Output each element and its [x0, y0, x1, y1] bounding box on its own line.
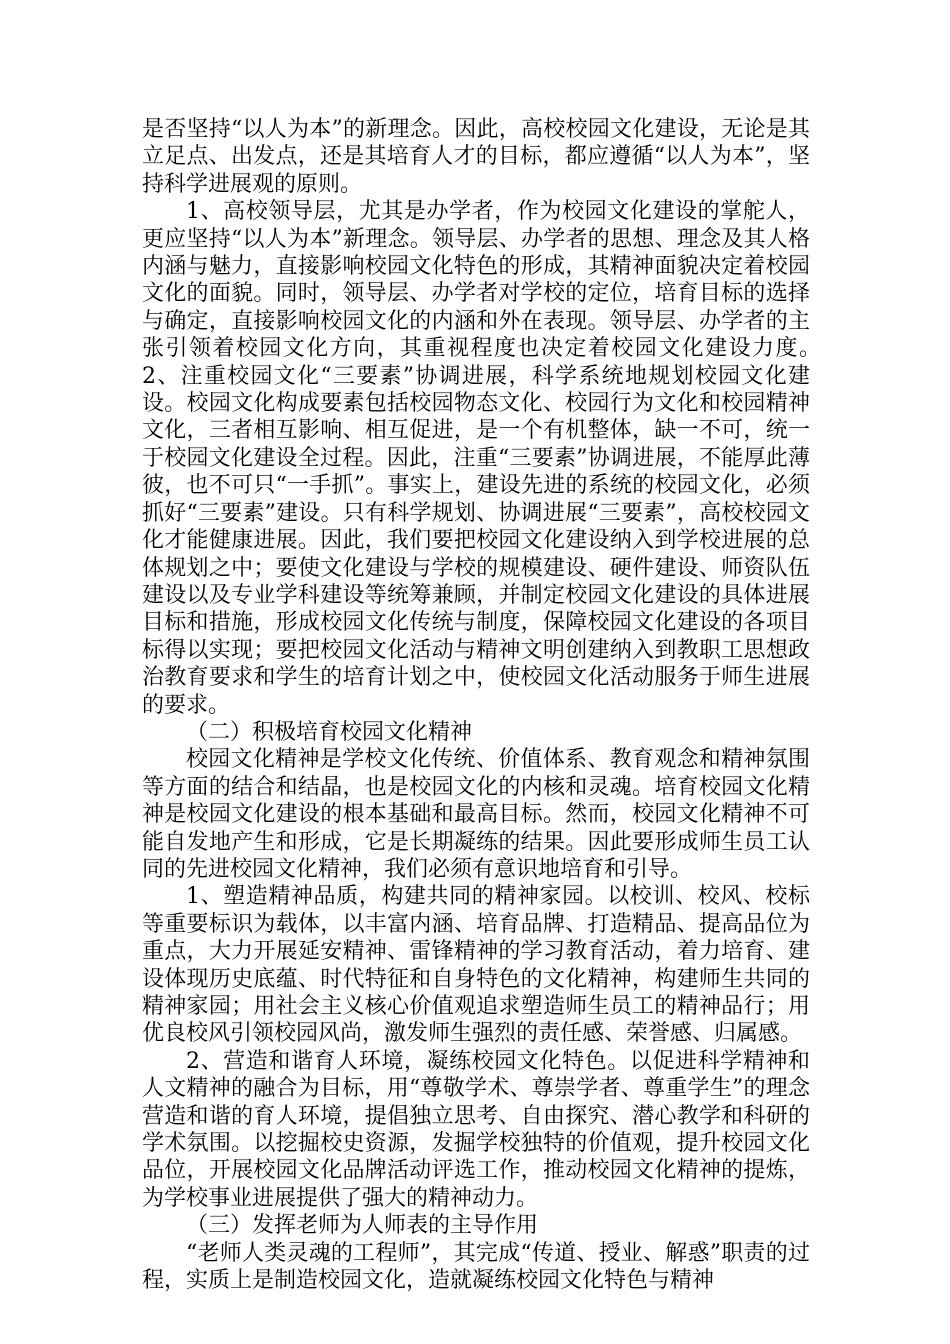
section-heading-teacher-role: （三）发挥老师为人师表的主导作用 — [186, 1213, 539, 1239]
paragraph-teacher-engineer: “老师人类灵魂的工程师”，其完成“传道、授业、解惑”职责的过程，实质上是制造校园文化，造就凝练校园文化特色与精神 — [142, 1240, 810, 1294]
document-body — [142, 116, 899, 1294]
paragraph-continuation: 是否坚持“以人为本”的新理念。因此，高校校园文化建设，无论是其立足点、出发点，还是其培育人才的目标，都应遵循“以人为本”，坚持科学进展观的原则。 — [142, 117, 810, 197]
paragraph-harmonious-environment: 2、营造和谐育人环境，凝练校园文化特色。以促进科学精神和人文精神的融合为目标，用“尊敬学术、尊崇学者、尊重学生”的理念营造和谐的育人环境，提倡独立思考、自由探究、潜心教学和科研的学术氛围。以挖掘校史资源，发掘学校独特的价值观，提升校园文化品位，开展校园文化品牌活动评选工作，推动校园文化精神的提炼，为学校事业进展提供了强大的精神动力。 — [142, 1048, 810, 1211]
paragraph-leadership-and-three-elements: 1、高校领导层，尤其是办学者，作为校园文化建设的掌舵人，更应坚持“以人为本”新理念。领导层、办学者的思想、理念及其人格内涵与魅力，直接影响校园文化特色的形成，其精神面貌决定着校园文化的面貌。同时，领导层、办学者对学校的定位，培育目标的选择与确定，直接影响校园文化的内涵和外在表现。领导层、办学者的主张引领着校园文化方向，其重视程度也决定着校园文化建设力度。 2、注重校园文化“三要素”协调进展，科学系统地规划校园文化建设。校园文化构成要素包括校园物态文化、校园行为文化和校园精神文化，三者相互影响、相互促进，是一个有机整体，缺一不可，统一于校园文化建设全过程。因此，注重“三要素”协调进展，不能厚此薄彼，也不可只“一手抓”。事实上，建设先进的系统的校园文化，必须抓好“三要素”建设。只有科学规划、协调进展“三要素”，高校校园文化才能健康进展。因此，我们要把校园文化建设纳入到学校进展的总体规划之中；要使文化建设与学校的规模建设、硬件建设、师资队伍建设以及专业学科建设等统筹兼顾，并制定校园文化建设的具体进展目标和措施，形成校园文化传统与制度，保障校园文化建设的各项目标得以实现；要把校园文化活动与精神文明创建纳入到教职工思想政治教育要求和学生的培育计划之中，使校园文化活动服务于师生进展的要求。 — [142, 199, 899, 718]
paragraph-shape-spiritual-quality: 1、塑造精神品质，构建共同的精神家园。以校训、校风、校标等重要标识为载体，以丰富内涵、培育品牌、打造精品、提高品位为重点，大力开展延安精神、雷锋精神的学习教育活动，着力培育、建设体现历史底蕴、时代特征和自身特色的文化精神，构建师生共同的精神家园；用社会主义核心价值观追求塑造师生员工的精神品行；用优良校风引领校园风尚，激发师生强烈的责任感、荣誉感、归属感。 — [142, 884, 810, 1047]
section-heading-cultivate-spirit: （二）积极培育校园文化精神 — [186, 719, 473, 745]
paragraph-campus-spirit-intro: 校园文化精神是学校文化传统、价值体系、教育观念和精神氛围等方面的结合和结晶，也是校园文化的内核和灵魂。培育校园文化精神是校园文化建设的根本基础和最高目标。然而，校园文化精神不可能自发地产生和形成，它是长期凝练的结果。因此要形成师生员工认同的先进校园文化精神，我们必须有意识地培育和引导。 — [142, 747, 810, 882]
